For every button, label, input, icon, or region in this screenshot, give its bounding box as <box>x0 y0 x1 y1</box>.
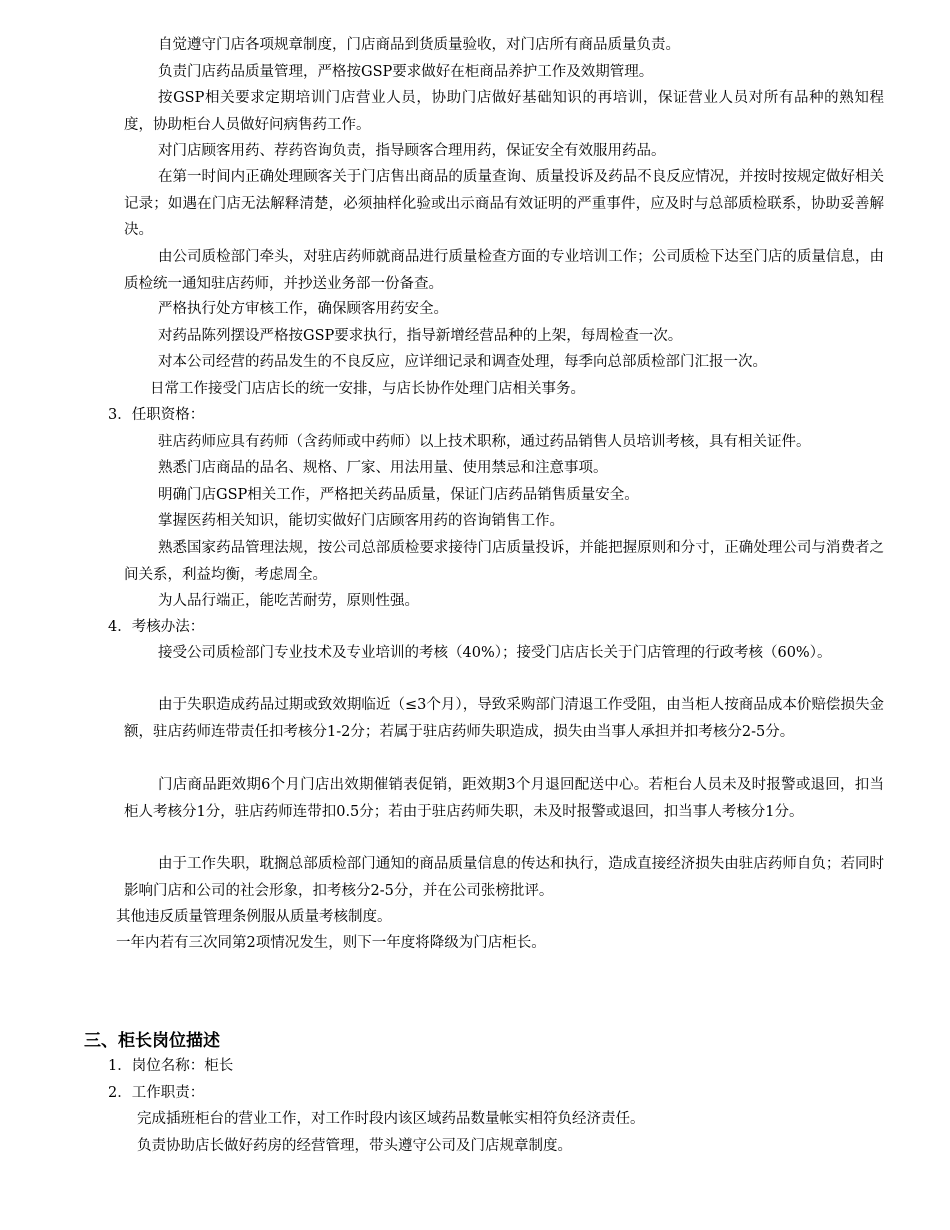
paragraph: 在第一时间内正确处理顾客关于门店售出商品的质量查询、质量投诉及药品不良反应情况，并按时按规定做好相关记录；如遇在门店无法解释清楚，必须抽样化验或出示商品有效证明的严重事件，应及时与总部质检联系，协助妥善解决。 <box>124 169 884 238</box>
paragraph: 一年内若有三次同第2项情况发生，则下一年度将降级为门店柜长。 <box>116 935 546 951</box>
paragraph: 其他违反质量管理条例服从质量考核制度。 <box>116 909 392 925</box>
paragraph: 负责协助店长做好药房的经营管理，带头遵守公司及门店规章制度。 <box>137 1138 572 1154</box>
paragraph: 熟悉门店商品的品名、规格、厂家、用法用量、使用禁忌和注意事项。 <box>158 460 608 476</box>
paragraph: 对药品陈列摆设严格按GSP要求执行，指导新增经营品种的上架，每周检查一次。 <box>158 328 683 344</box>
list-heading: 1．岗位名称：柜长 <box>108 1058 234 1074</box>
paragraph: 接受公司质检部门专业技术及专业培训的考核（40%）；接受门店店长关于门店管理的行政考核（60%）。 <box>158 645 832 661</box>
paragraph: 门店商品距效期6个月门店出效期催销表促销，距效期3个月退回配送中心。若柜台人员未及时报警或退回，扣当柜人考核分1分，驻店药师连带扣0.5分；若由于驻店药师失职，未及时报警或退回，扣当事人考核分1分。 <box>124 777 884 820</box>
paragraph: 由于失职造成药品过期或致效期临近（≤3个月），导致采购部门清退工作受阻，由当柜人按商品成本价赔偿损失金额，驻店药师连带责任扣考核分1-2分；若属于驻店药师失职造成，损失由当事人承担并扣考核分2-5分。 <box>124 697 884 740</box>
paragraph: 严格执行处方审核工作，确保顾客用药安全。 <box>158 301 448 317</box>
paragraph: 自觉遵守门店各项规章制度，门店商品到货质量验收，对门店所有商品质量负责。 <box>158 37 680 53</box>
paragraph: 由公司质检部门牵头，对驻店药师就商品进行质量检查方面的专业培训工作；公司质检下达至门店的质量信息，由质检统一通知驻店药师，并抄送业务部一份备查。 <box>124 249 884 292</box>
section-heading: 三、柜长岗位描述 <box>84 1031 220 1051</box>
list-heading: 2．工作职责： <box>108 1085 205 1101</box>
paragraph: 日常工作接受门店店长的统一安排，与店长协作处理门店相关事务。 <box>150 381 585 397</box>
paragraph: 对门店顾客用药、荐药咨询负责，指导顾客合理用药，保证安全有效服用药品。 <box>158 143 666 159</box>
paragraph: 由于工作失职，耽搁总部质检部门通知的商品质量信息的传达和执行，造成直接经济损失由驻店药师自负；若同时影响门店和公司的社会形象，扣考核分2-5分，并在公司张榜批评。 <box>124 856 884 899</box>
paragraph: 熟悉国家药品管理法规，按公司总部质检要求接待门店质量投诉，并能把握原则和分寸，正确处理公司与消费者之间关系，利益均衡，考虑周全。 <box>124 540 884 583</box>
paragraph: 掌握医药相关知识，能切实做好门店顾客用药的咨询销售工作。 <box>158 513 564 529</box>
paragraph: 驻店药师应具有药师（含药师或中药师）以上技术职称，通过药品销售人员培训考核，具有相关证件。 <box>158 434 811 450</box>
paragraph: 为人品行端正，能吃苦耐劳，原则性强。 <box>158 593 419 609</box>
list-heading: 4．考核办法： <box>108 619 205 635</box>
paragraph: 明确门店GSP相关工作，严格把关药品质量，保证门店药品销售质量安全。 <box>158 487 639 503</box>
paragraph: 负责门店药品质量管理，严格按GSP要求做好在柜商品养护工作及效期管理。 <box>158 64 654 80</box>
paragraph: 按GSP相关要求定期培训门店营业人员，协助门店做好基础知识的再培训，保证营业人员对所有品种的熟知程度，协助柜台人员做好问病售药工作。 <box>124 90 884 133</box>
paragraph: 完成插班柜台的营业工作，对工作时段内该区域药品数量帐实相符负经济责任。 <box>137 1111 645 1127</box>
list-heading: 3．任职资格： <box>108 407 205 423</box>
paragraph: 对本公司经营的药品发生的不良反应，应详细记录和调查处理，每季向总部质检部门汇报一次。 <box>158 354 767 370</box>
